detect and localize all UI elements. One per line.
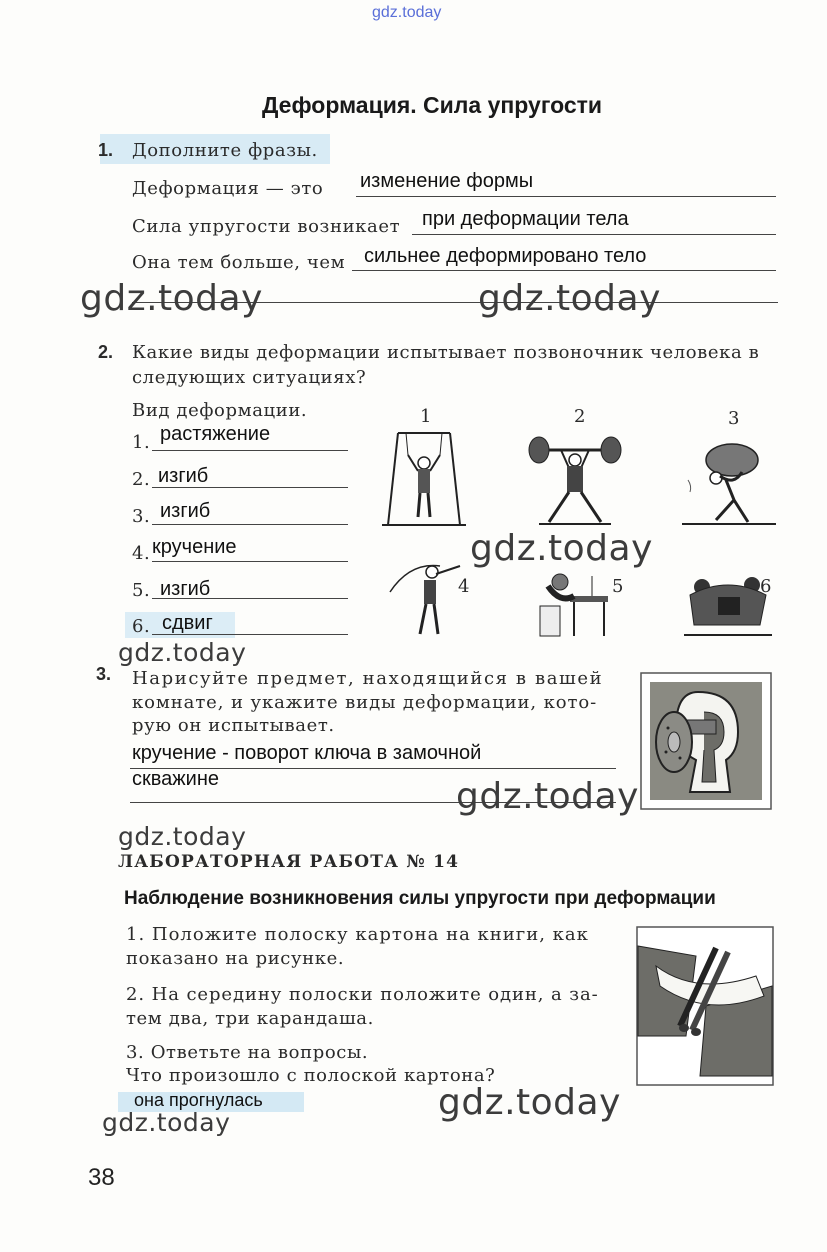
watermark: gdz.today (470, 528, 653, 569)
lab-step2-line1: 2. На середину полоски положите один, а за- (126, 984, 599, 1005)
task3-question-line1: Нарисуйте предмет, находящийся в вашей (132, 668, 604, 689)
task1-instruction: Дополните фразы. (132, 140, 318, 161)
key-lock-illustration (640, 672, 772, 810)
lab-answer: она прогнулась (134, 1090, 263, 1110)
task3-number: 3. (96, 664, 112, 684)
books-cardboard-illustration (636, 926, 774, 1086)
item-answer: растяжение (160, 423, 271, 445)
gymnast-rings-illustration (378, 425, 470, 530)
watermark: gdz.today (80, 278, 263, 319)
watermark: gdz.today (118, 822, 247, 851)
task3-answer-line1: кручение - поворот ключа в замочной (132, 742, 482, 764)
header-watermark: gdz.today (372, 4, 442, 21)
watermark: gdz.today (118, 638, 247, 667)
item-answer: кручение (152, 536, 237, 558)
watermark: gdz.today (102, 1108, 231, 1137)
discus-thrower-illustration (380, 552, 470, 638)
sack-carrier-illustration (678, 440, 778, 528)
item-number: 6. (132, 616, 151, 637)
task2-number: 2. (98, 342, 114, 362)
item-number: 3. (132, 506, 151, 527)
figure-label: 1 (420, 406, 433, 427)
wrestlers-illustration (680, 565, 776, 639)
task1-row1-label: Деформация — это (132, 178, 324, 199)
item-number: 4. (132, 543, 151, 564)
figure-label: 5 (612, 576, 625, 597)
item-answer: сдвиг (162, 612, 213, 634)
item-answer: изгиб (160, 578, 211, 600)
task1-row2-answer: при деформации тела (422, 208, 629, 230)
figure-label: 2 (574, 406, 587, 427)
answer-line (412, 234, 776, 235)
lab-step2-line2: тем два, три карандаша. (126, 1008, 374, 1029)
answer-line (352, 270, 776, 271)
lab-title: ЛАБОРАТОРНАЯ РАБОТА № 14 (118, 852, 460, 872)
task1-row3-label: Она тем больше, чем (132, 252, 346, 273)
lab-step3-line2: Что произошло с полоской картона? (126, 1065, 496, 1086)
item-number: 1. (132, 432, 151, 453)
figure-label: 6 (760, 576, 773, 597)
page-title: Деформация. Сила упругости (262, 92, 603, 118)
weightlifter-illustration (525, 428, 625, 528)
task3-question-line2: комнате, и укажите виды деформации, кото- (132, 692, 598, 713)
answer-line (356, 196, 776, 197)
lab-step3-line1: 3. Ответьте на вопросы. (126, 1042, 369, 1063)
task1-number: 1. (98, 140, 114, 160)
task3-answer-line2: скважине (132, 768, 219, 790)
answer-line (152, 450, 348, 451)
answer-line (152, 524, 348, 525)
task2-question: Какие виды деформации испытывает позвоночник человека в следующих ситуациях? (132, 342, 760, 388)
task3-question-line3: рую он испытывает. (132, 715, 335, 736)
watermark: gdz.today (438, 1082, 621, 1123)
task1-row1-answer: изменение формы (360, 170, 534, 192)
watermark: gdz.today (478, 278, 661, 319)
task1-row3-answer: сильнее деформировано тело (364, 245, 647, 267)
item-answer: изгиб (160, 500, 211, 522)
task1-row2-label: Сила упругости возникает (132, 216, 401, 237)
answer-line (152, 561, 348, 562)
task2-subheading: Вид деформации. (132, 400, 308, 421)
item-answer: изгиб (158, 465, 209, 487)
desk-student-illustration (530, 566, 612, 638)
figure-label: 4 (458, 576, 471, 597)
figure-label: 3 (728, 408, 741, 429)
lab-step1-line1: 1. Положите полоску картона на книги, как (126, 924, 589, 945)
item-number: 2. (132, 469, 151, 490)
lab-subtitle: Наблюдение возникновения силы упругости при деформации (124, 888, 716, 909)
watermark: gdz.today (456, 776, 639, 817)
page-number: 38 (88, 1164, 115, 1191)
item-number: 5. (132, 580, 151, 601)
lab-step1-line2: показано на рисунке. (126, 948, 345, 969)
